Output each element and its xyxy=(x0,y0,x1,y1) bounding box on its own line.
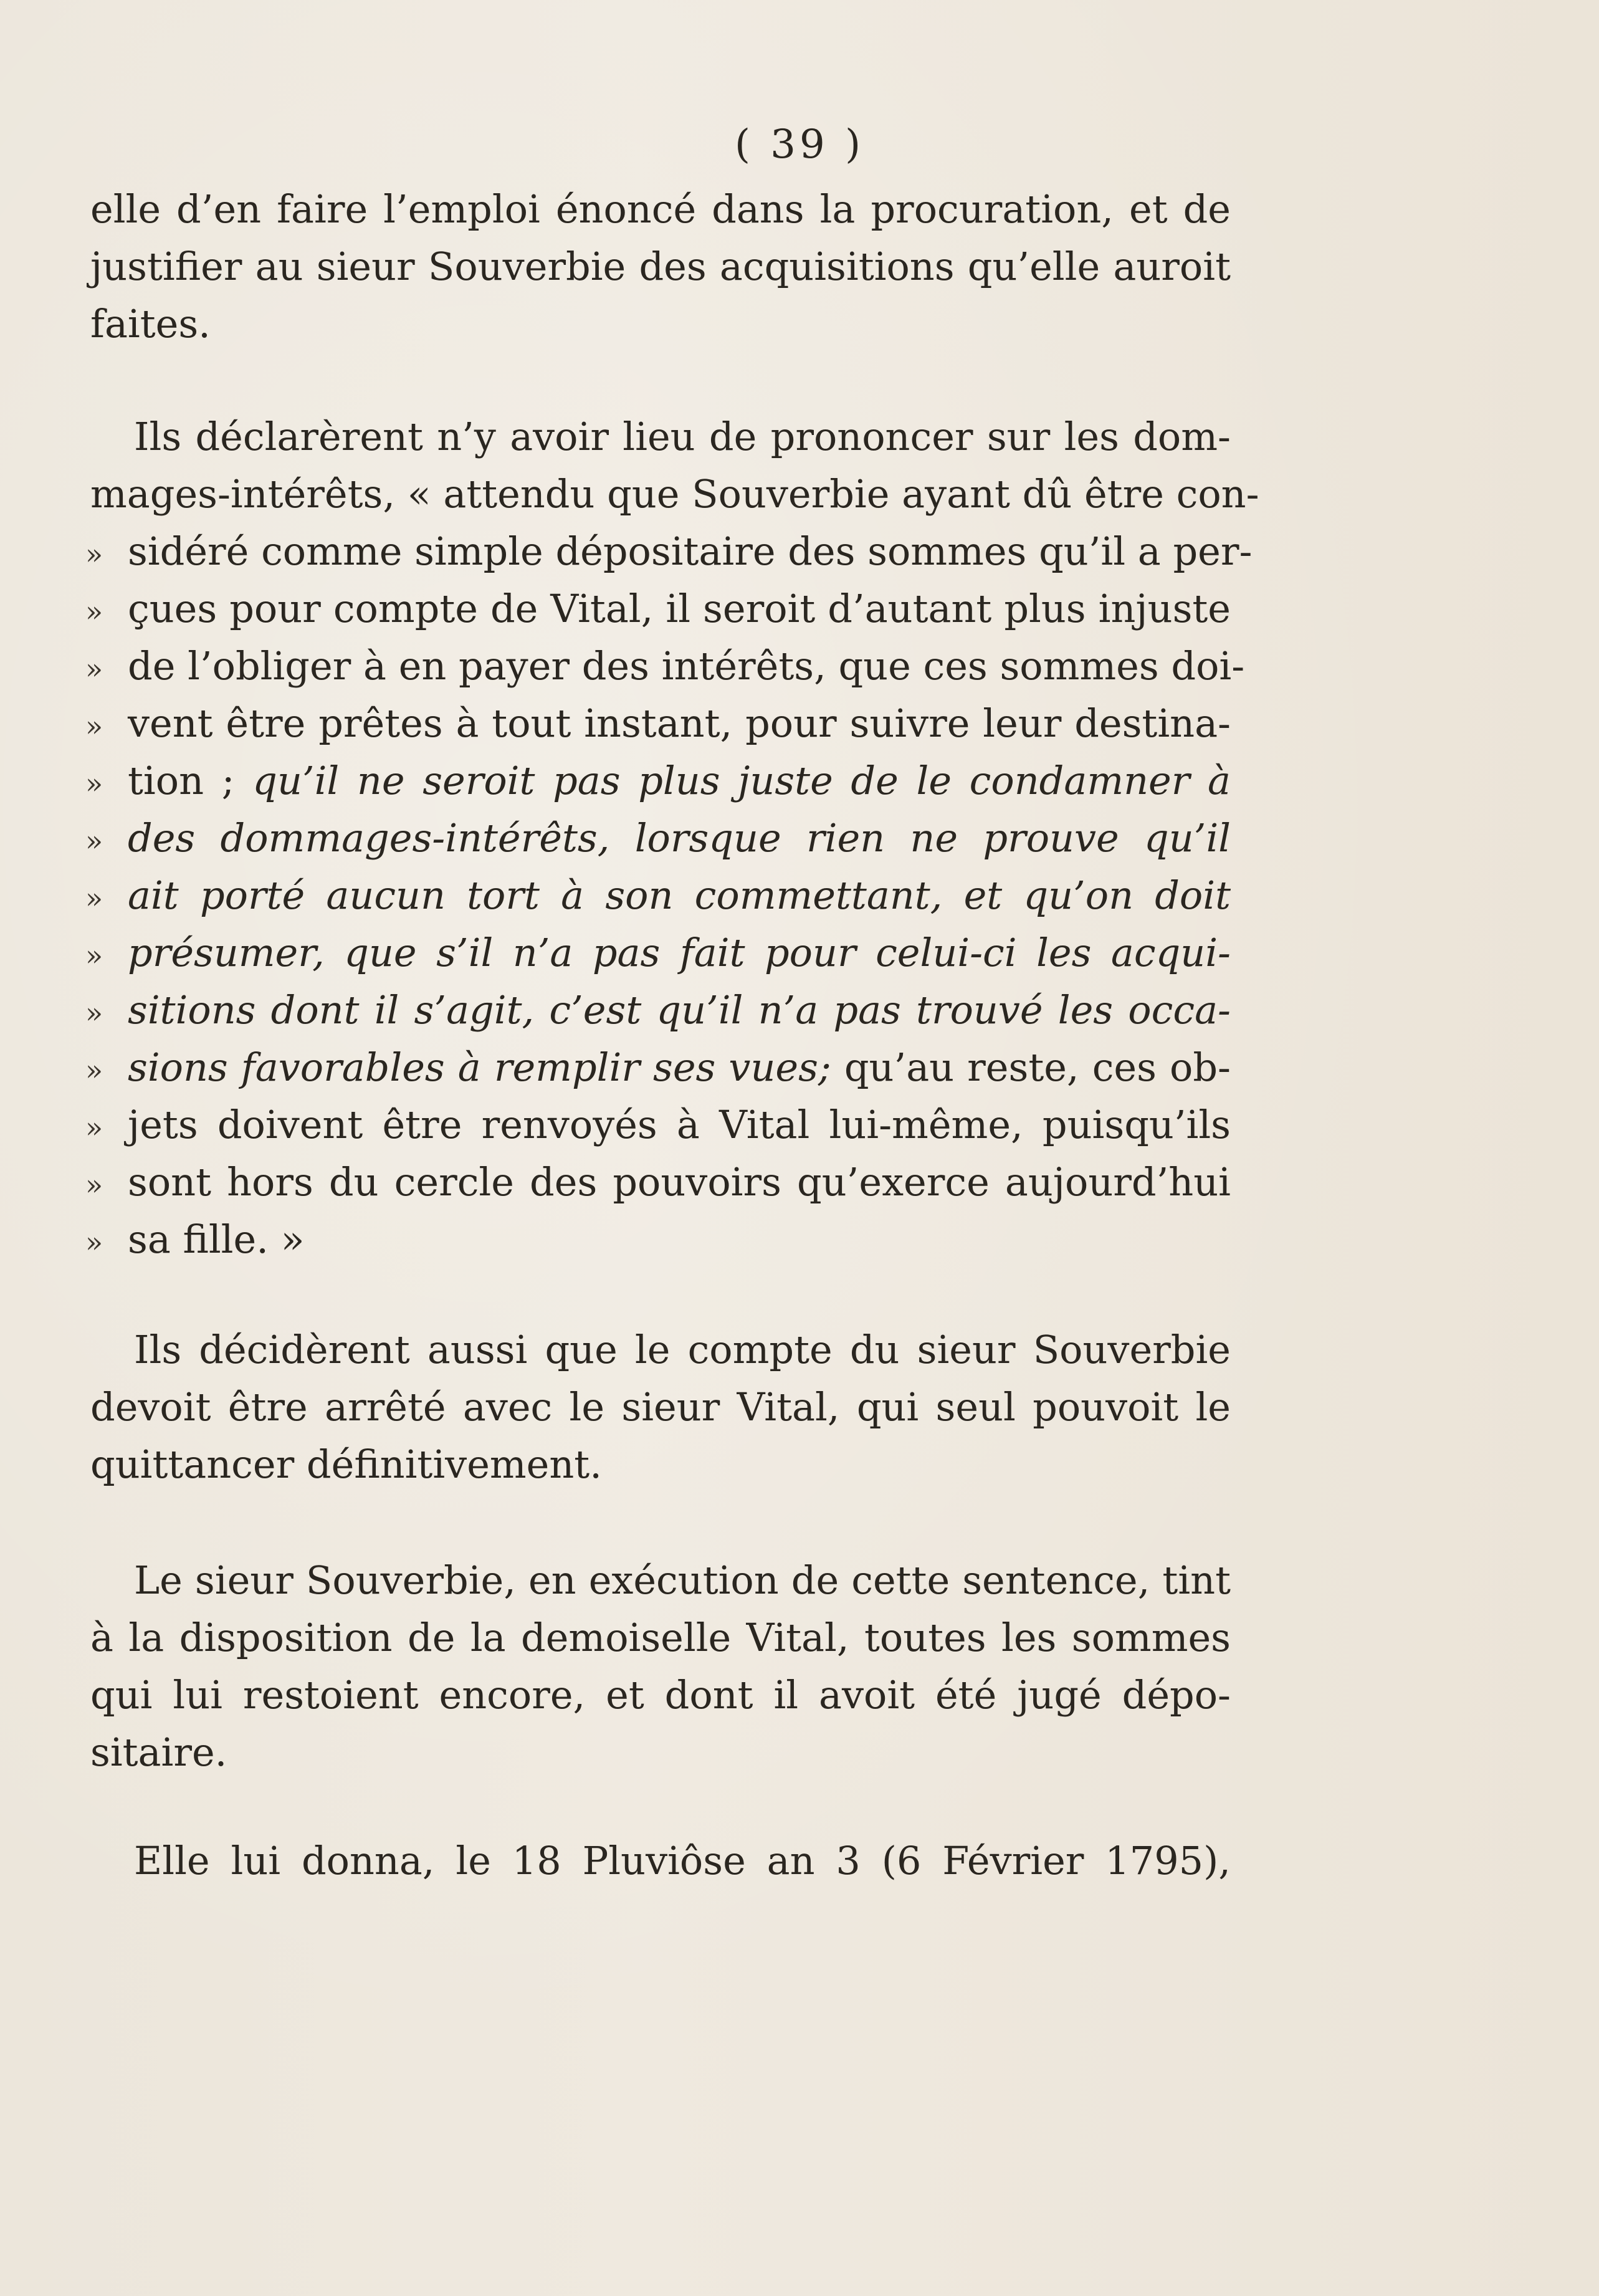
text-line: Le sieur Souverbie, en exécution de cette sentence, tint xyxy=(134,1557,1231,1603)
quoted-text-italic: présumer, que s’il n’a pas fait pour celui-ci les acqui- xyxy=(128,930,1231,975)
text-line: quittancer définitivement. xyxy=(90,1442,602,1487)
page-number: ( 39 ) xyxy=(734,122,865,168)
quoted-text-italic: qu’il ne seroit pas plus juste de le condamner à xyxy=(252,758,1231,803)
quoted-text: qu’au reste, ces ob- xyxy=(831,1045,1231,1090)
quoted-line xyxy=(85,752,1231,810)
text-line: devoit être arrêté avec le sieur Vital, qui seul pouvoit le xyxy=(90,1384,1231,1430)
quoted-text-italic: ait porté aucun tort à son commettant, et qu’on doit xyxy=(128,873,1231,918)
quoted-text: de l’obliger à en payer des intérêts, que ces sommes doi- xyxy=(128,643,1245,689)
quote-mark: » xyxy=(85,996,103,1030)
quoted-line xyxy=(85,1211,1231,1268)
quoted-text-italic: des dommages-intérêts, lorsque rien ne prouve qu’il xyxy=(128,815,1231,861)
quoted-text: sa fille. » xyxy=(128,1217,305,1262)
quoted-text-italic: sions favorables à remplir ses vues; xyxy=(128,1045,831,1090)
quoted-line xyxy=(85,695,1231,752)
quoted-text: jets doivent être renvoyés à Vital lui-même, puisqu’ils xyxy=(128,1102,1231,1147)
quote-mark: » xyxy=(85,652,103,686)
quoted-line xyxy=(85,523,1253,580)
quote-mark: » xyxy=(85,1111,103,1144)
quote-mark: » xyxy=(85,939,103,972)
quoted-line xyxy=(85,1154,1231,1211)
quote-mark: » xyxy=(85,595,103,628)
quoted-line xyxy=(85,1039,1231,1096)
text-line: justifier au sieur Souverbie des acquisitions qu’elle auroit xyxy=(90,244,1231,289)
text-line: faites. xyxy=(90,301,211,347)
quoted-text: sont hors du cercle des pouvoirs qu’exerce aujourd’hui xyxy=(128,1159,1231,1205)
text-line: sitaire. xyxy=(90,1729,227,1775)
text-line: Ils déclarèrent n’y avoir lieu de prononcer sur les dom- xyxy=(134,414,1231,459)
quote-mark: » xyxy=(85,709,103,743)
text-line: Elle lui donna, le 18 Pluviôse an 3 (6 Février 1795), xyxy=(134,1838,1231,1883)
quoted-line xyxy=(85,638,1245,695)
quoted-line xyxy=(85,982,1231,1039)
quoted-text: sidéré comme simple dépositaire des sommes qu’il a per- xyxy=(128,529,1253,574)
text-line: elle d’en faire l’emploi énoncé dans la procuration, et de xyxy=(90,186,1231,232)
quote-mark: » xyxy=(85,1168,103,1202)
paragraph-1 xyxy=(90,181,1231,353)
paragraph-4 xyxy=(90,1552,1231,1781)
paragraph-5 xyxy=(90,1832,1231,1890)
quote-mark: » xyxy=(85,767,103,800)
quoted-text-italic: sitions dont il s’agit, c’est qu’il n’a pas trouvé les occa- xyxy=(128,987,1231,1033)
quote-mark: » xyxy=(85,1225,103,1259)
quoted-line xyxy=(85,867,1231,924)
quoted-line xyxy=(85,810,1231,867)
quoted-text: çues pour compte de Vital, il seroit d’autant plus injuste xyxy=(128,586,1231,631)
quoted-text: vent être prêtes à tout instant, pour suivre leur destina- xyxy=(128,701,1231,746)
quote-mark: » xyxy=(85,537,103,571)
quoted-line xyxy=(85,580,1231,638)
quote-mark: » xyxy=(85,881,103,915)
quoted-line xyxy=(85,924,1231,982)
text-line: à la disposition de la demoiselle Vital, toutes les sommes xyxy=(90,1615,1231,1660)
text-line: mages-intérêts, « attendu que Souverbie ayant dû être con- xyxy=(90,471,1259,517)
paragraph-3 xyxy=(90,1321,1231,1493)
quoted-line xyxy=(85,1096,1231,1154)
quoted-text: tion ; xyxy=(128,758,253,803)
text-line: qui lui restoient encore, et dont il avoit été jugé dépo- xyxy=(90,1672,1231,1718)
quote-mark: » xyxy=(85,1053,103,1087)
quote-mark: » xyxy=(85,824,103,858)
paragraph-2 xyxy=(85,408,1259,1268)
text-line: Ils décidèrent aussi que le compte du sieur Souverbie xyxy=(134,1327,1231,1372)
